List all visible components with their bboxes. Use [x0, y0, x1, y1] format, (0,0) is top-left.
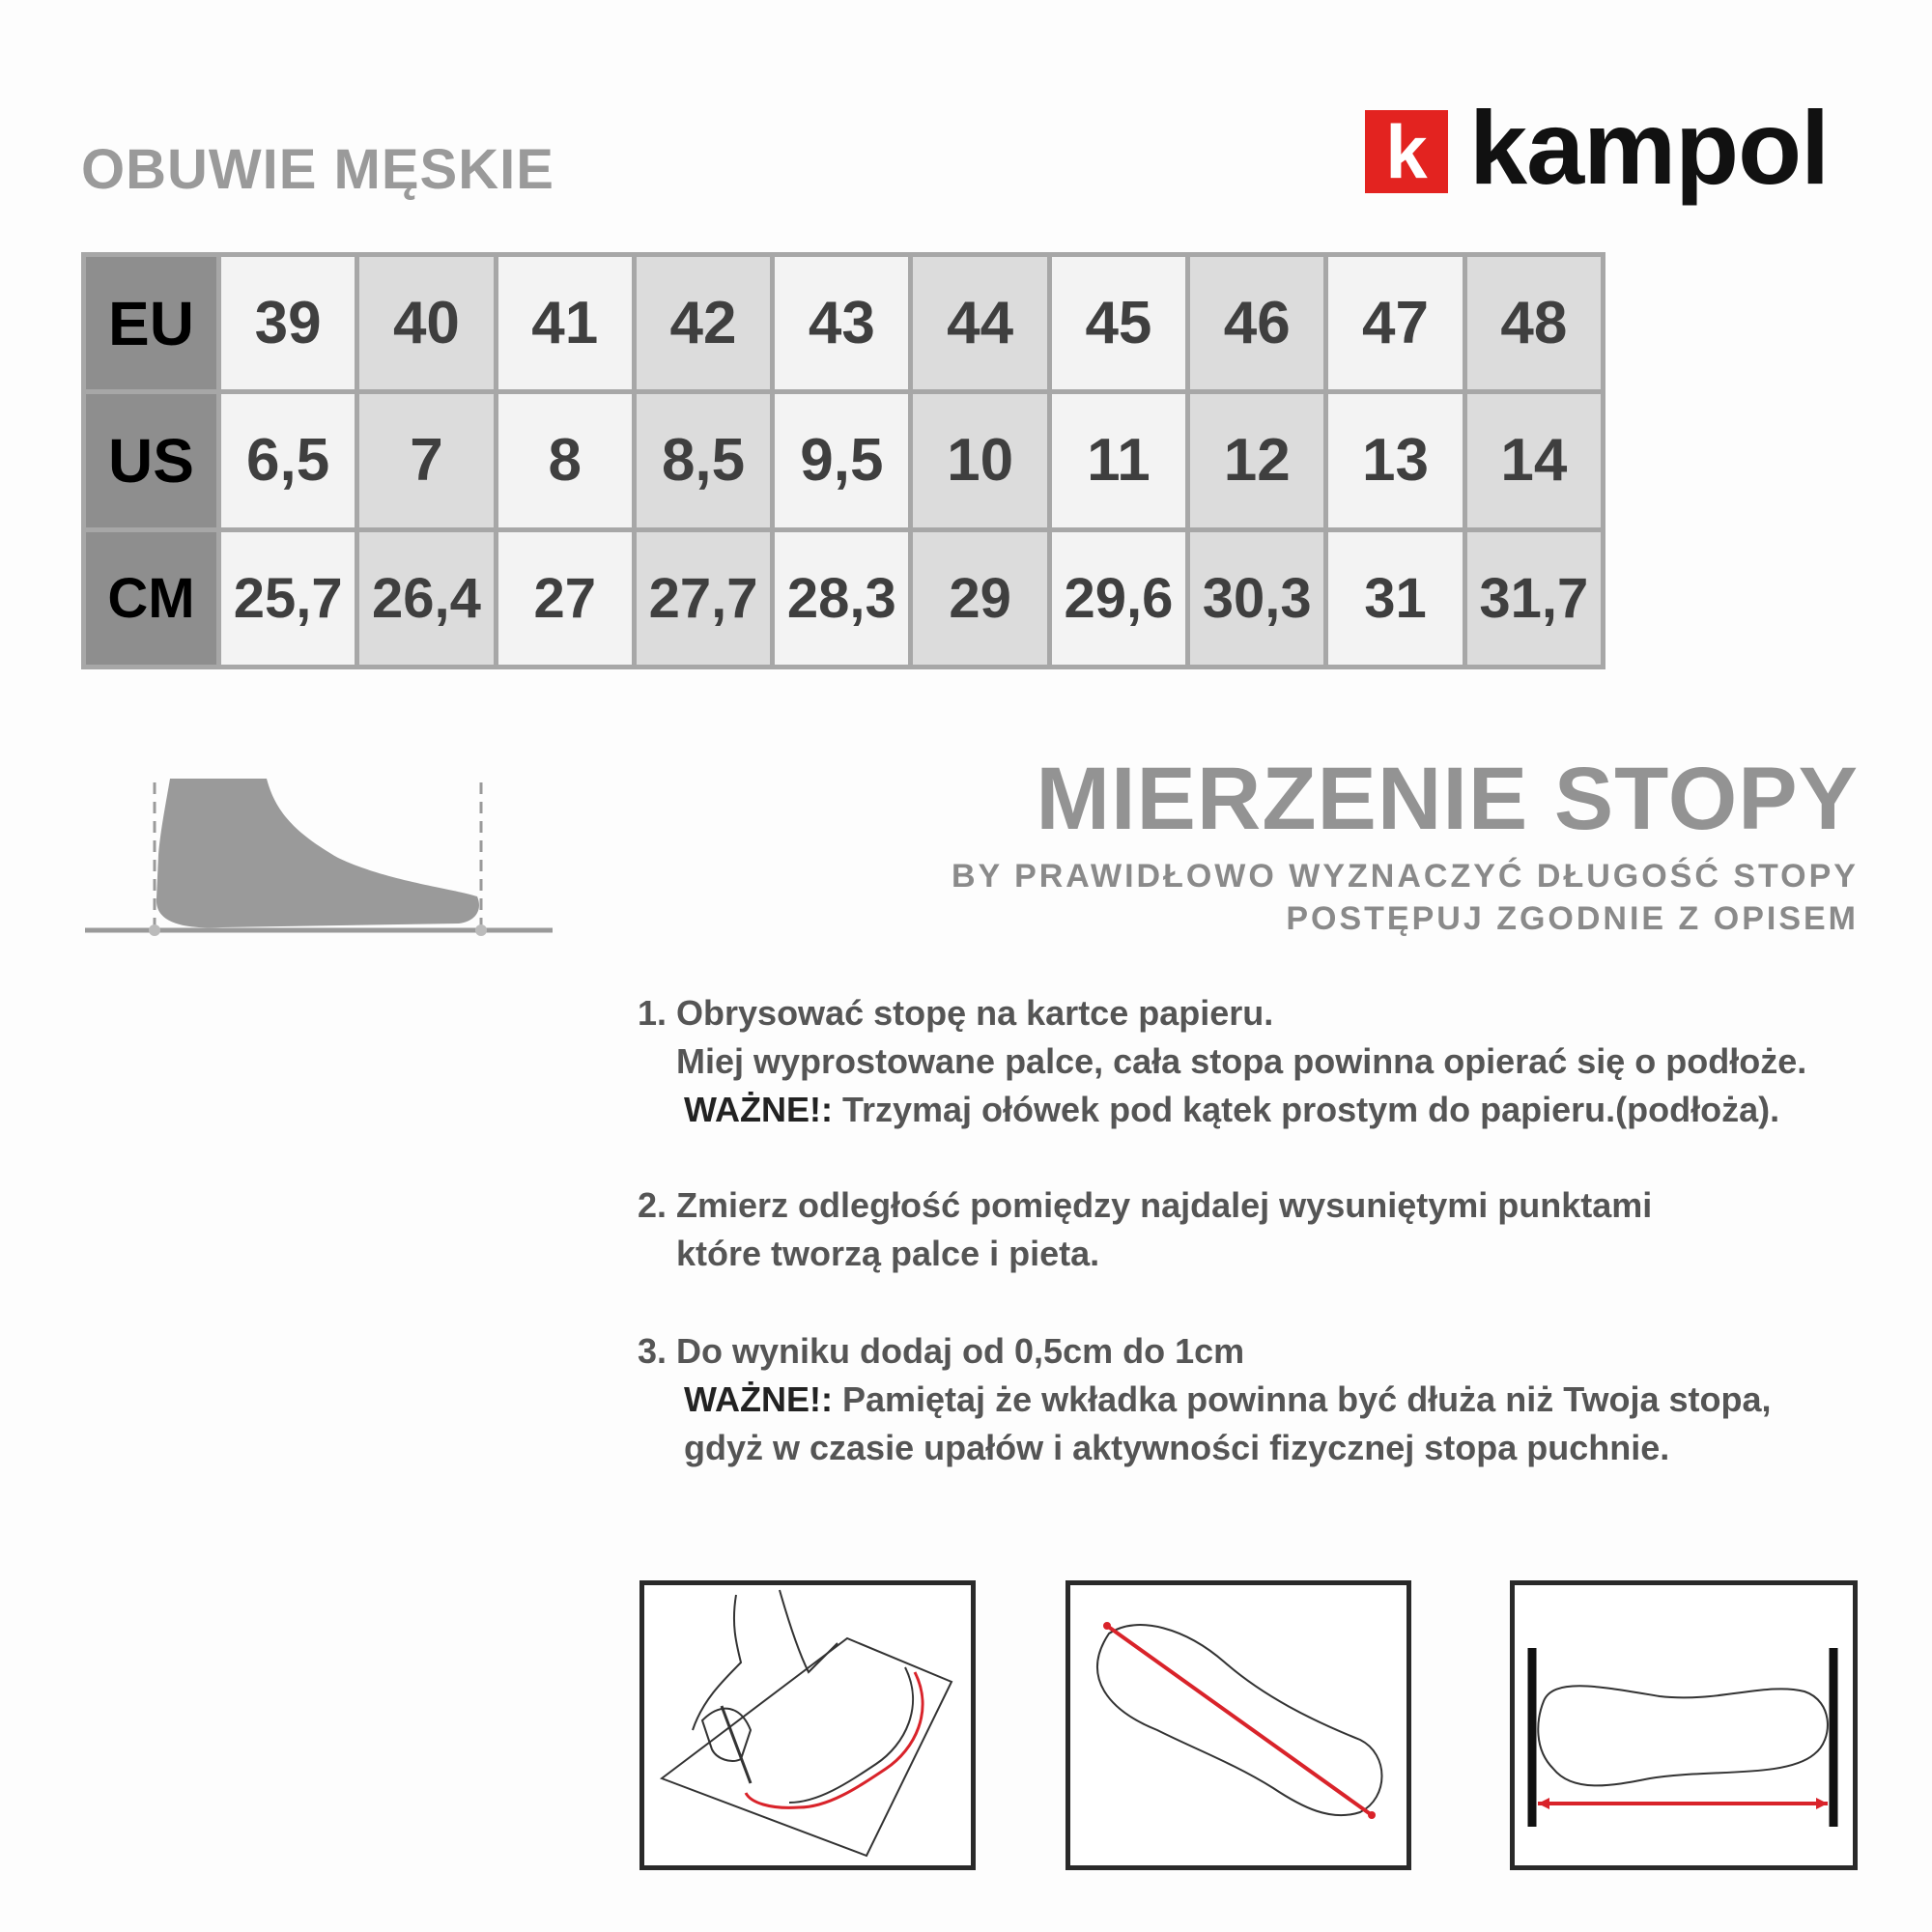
table-cell: 27	[496, 529, 634, 667]
table-cell: 25,7	[219, 529, 357, 667]
table-cell: 31	[1326, 529, 1464, 667]
step-3-line-3: gdyż w czasie upałów i aktywności fizycznej stopa puchnie.	[684, 1428, 1670, 1467]
table-cell: 26,4	[357, 529, 496, 667]
table-row-us	[84, 392, 1604, 529]
warning-label: WAŻNE!:	[684, 1379, 833, 1419]
trace-foot-icon	[644, 1585, 971, 1865]
step-1-warning-text: Trzymaj ołówek pod kątek prostym do papieru.(podłoża).	[841, 1090, 1780, 1129]
table-cell: 40	[357, 255, 496, 392]
table-cell: 10	[911, 392, 1049, 529]
table-cell: 8	[496, 392, 634, 529]
step-2-line-1: 2. Zmierz odległość pomiędzy najdalej wysuniętymi punktami	[638, 1185, 1653, 1225]
foot-side-icon	[77, 763, 560, 947]
table-cell: 11	[1049, 392, 1187, 529]
illustration-trace-foot	[639, 1580, 976, 1870]
table-cell: 8,5	[634, 392, 772, 529]
table-cell: 47	[1326, 255, 1464, 392]
table-cell: 12	[1188, 392, 1326, 529]
table-row-cm	[84, 529, 1604, 667]
table-row-eu	[84, 255, 1604, 392]
foot-outline-diagonal-icon	[1070, 1585, 1406, 1865]
step-1-line-2: Miej wyprostowane palce, cała stopa powinna opierać się o podłoże.	[676, 1041, 1807, 1081]
logo-badge	[1365, 110, 1448, 193]
table-cell: 7	[357, 392, 496, 529]
table-cell: 30,3	[1188, 529, 1326, 667]
table-cell: 39	[219, 255, 357, 392]
measure-title: MIERZENIE STOPY	[1036, 750, 1859, 848]
illustration-measure-diagonal	[1065, 1580, 1411, 1870]
table-cell: 13	[1326, 392, 1464, 529]
table-cell: 14	[1464, 392, 1603, 529]
logo-wordmark: kampol	[1469, 89, 1830, 206]
row-header: CM	[84, 529, 219, 667]
step-1-line-3	[684, 1090, 1779, 1130]
table-cell: 42	[634, 255, 772, 392]
table-cell: 29	[911, 529, 1049, 667]
logo-badge-letter: k	[1385, 109, 1428, 194]
table-cell: 43	[773, 255, 911, 392]
row-header: EU	[84, 255, 219, 392]
table-cell: 41	[496, 255, 634, 392]
warning-label: WAŻNE!:	[684, 1090, 833, 1129]
size-table	[81, 252, 1605, 669]
table-cell: 45	[1049, 255, 1187, 392]
table-cell: 44	[911, 255, 1049, 392]
illustration-measure-length	[1510, 1580, 1858, 1870]
row-header: US	[84, 392, 219, 529]
step-3-line-2	[684, 1379, 1772, 1420]
table-cell: 6,5	[219, 392, 357, 529]
step-3-warning-text: Pamiętaj że wkładka powinna być dłuża niż Twoja stopa,	[841, 1379, 1772, 1419]
brand-logo	[1365, 89, 1867, 214]
table-cell: 46	[1188, 255, 1326, 392]
table-cell: 48	[1464, 255, 1603, 392]
measure-subtitle: POSTĘPUJ ZGODNIE Z OPISEM	[1286, 900, 1859, 937]
foot-outline-length-icon	[1515, 1585, 1853, 1865]
table-cell: 27,7	[634, 529, 772, 667]
step-2-line-2: które tworzą palce i pieta.	[676, 1234, 1100, 1273]
step-3-line-1: 3. Do wyniku dodaj od 0,5cm do 1cm	[638, 1331, 1245, 1371]
page-title: OBUWIE MĘSKIE	[81, 138, 554, 201]
table-cell: 29,6	[1049, 529, 1187, 667]
measure-subtitle: BY PRAWIDŁOWO WYZNACZYĆ DŁUGOŚĆ STOPY	[952, 858, 1859, 895]
table-cell: 31,7	[1464, 529, 1603, 667]
table-cell: 28,3	[773, 529, 911, 667]
step-1-line-1: 1. Obrysować stopę na kartce papieru.	[638, 993, 1274, 1033]
table-cell: 9,5	[773, 392, 911, 529]
